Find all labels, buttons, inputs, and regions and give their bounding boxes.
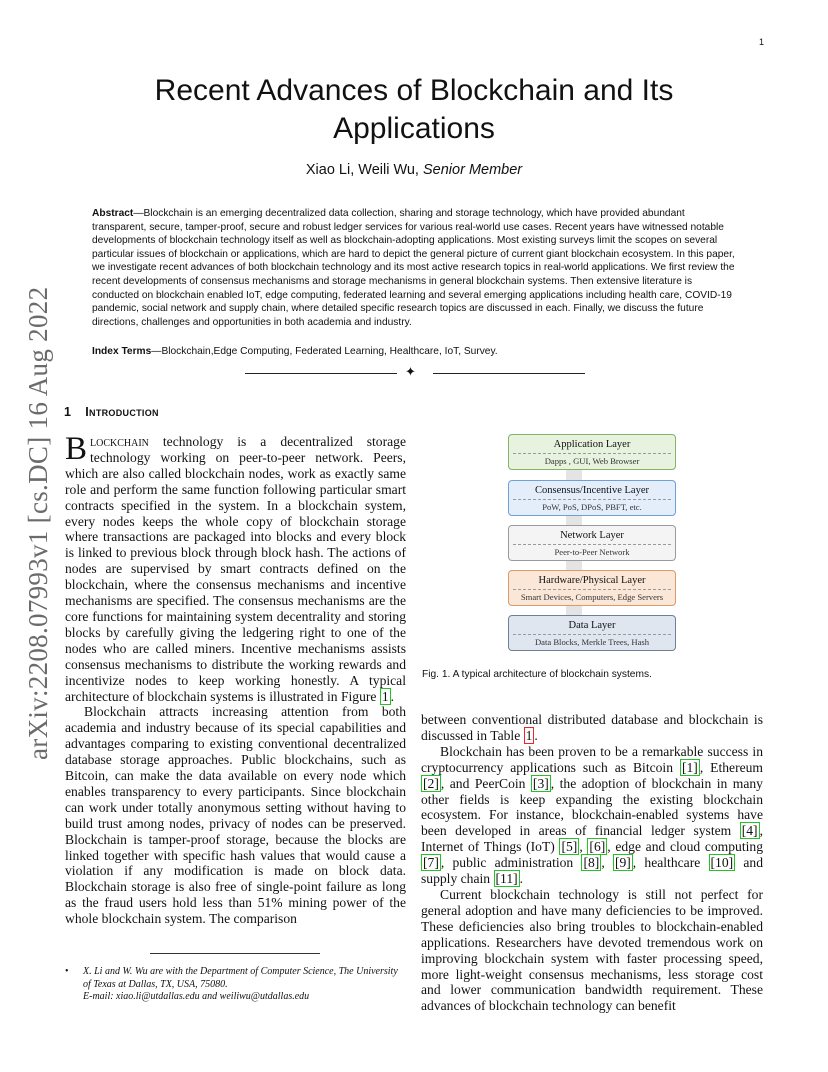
citation-link-7[interactable]: [7] bbox=[423, 855, 439, 871]
right-text-1i: , bbox=[601, 855, 613, 871]
citation-link-1[interactable]: [1] bbox=[681, 759, 698, 775]
right-text-1g: , edge and cloud computing bbox=[607, 839, 763, 855]
intro-paragraph-2: Blockchain attracts increasing attention from both academia and industry because of its special capabilities and advantages comparing to existing conventional decentralized database storage approaches. Public blockchains, such as Bitcoin, can make the data available on every node which enables transparency to every participants. Since blockchain can work under totally anonymous setting without having to build trust among nodes, privacy of nodes can be preserved. Blockchain is tamper-proof storage, because the blocks are linked together with specific hash values that would cause a violation if any modification is made on block data. Blockchain storage is also free of single-point failure as long as the fraud users hold less than 51% mining power of the whole blockchain system. The comparison bbox=[65, 704, 406, 927]
arxiv-sidebar-stamp: arXiv:2208.07993v1 [cs.DC] 16 Aug 2022 bbox=[23, 286, 53, 760]
intro-text-1-end: . bbox=[390, 688, 395, 704]
paper-authors bbox=[100, 162, 728, 178]
abstract bbox=[92, 207, 735, 329]
citation-link-6[interactable]: [6] bbox=[589, 839, 606, 855]
layer-box bbox=[508, 615, 676, 651]
paper-title: Recent Advances of Blockchain and Its Applications bbox=[154, 74, 674, 145]
table-link[interactable]: 1 bbox=[525, 727, 533, 743]
abstract-text: —Blockchain is an emerging decentralized data collection, sharing and storage technology, which have provided abundant transparent, secure, tamper-proof, secure and robust ledger services for various real-world use cases. Recent years have witnessed notable developments of blockchain technology itself as well as blockchain-adopting applications. Most existing surveys limit the scopes on several particular issues of blockchain or applications, which are hard to depict the general picture of current giant blockchain ecosystem. In this paper, we investigate recent advances of both blockchain technology and its most active research topics in real-world applications. We first review the recent developments of consensus mechanisms and storage mechanisms in general blockchain systems. Then extensive literature is conducted on blockchain enabled IoT, edge computing, federated learning and several emerging applications including health care, COVID-19 pandemic, social network and supply chain, where detailed specific research topics are discussed in each. Finally, we discuss the future directions, challenges and opportunities in both academia and industry. bbox=[92, 208, 735, 328]
right-text-1d: , the adoption of blockchain in many other fields is keep expanding the existing blockchain ecosystem. For instance, blockchain-enabled systems have been developed in areas of financial ledger system bbox=[421, 775, 763, 839]
layer-box bbox=[508, 525, 676, 561]
footnote bbox=[65, 966, 407, 1004]
right-text-1a: Blockchain has been proven to be a remarkable success in cryptocurrency applications such as Bitcoin bbox=[421, 743, 763, 775]
layer-subtitle: Peer-to-Peer Network bbox=[554, 547, 630, 557]
right-text-1h: , public administration bbox=[440, 855, 582, 871]
figure-link[interactable]: 1 bbox=[381, 688, 389, 704]
citation-link-8[interactable]: [8] bbox=[583, 855, 600, 871]
citation-link-11[interactable]: [11] bbox=[495, 871, 518, 887]
layer-divider bbox=[513, 589, 671, 590]
separator-line-right bbox=[433, 373, 585, 374]
citation-link-3[interactable]: [3] bbox=[532, 775, 549, 791]
index-terms-label: Index Terms bbox=[92, 346, 152, 357]
layer-subtitle: Data Blocks, Merkle Trees, Hash bbox=[534, 637, 650, 647]
layer-title: Network Layer bbox=[560, 530, 624, 541]
right-text-1b: , Ethereum bbox=[699, 759, 763, 775]
right-text-1e: , Internet of Things (IoT) bbox=[421, 823, 763, 855]
citation-link-4[interactable]: [4] bbox=[741, 823, 758, 839]
right-text-1k: and supply chain bbox=[421, 855, 764, 887]
figure-caption: Fig. 1. A typical architecture of blockchain systems. bbox=[422, 669, 652, 680]
citation-link-2[interactable]: [2] bbox=[423, 775, 439, 791]
index-terms bbox=[92, 346, 735, 357]
layer-box bbox=[508, 570, 676, 606]
right-text-1f: , bbox=[579, 839, 588, 855]
section-number: 1 bbox=[64, 405, 72, 419]
right-paragraph-2: Current blockchain technology is still not perfect for general adoption and have many deficiencies to be improved. These deficiencies also bring troubles to blockchain-enabled applications. Researchers have devoted tremendous work on improving blockchain system with faster processing speed, more light-weight consensus mechanisms, less storage cost and lower communication bandwidth requirement. These advances of blockchain technology can benefit bbox=[421, 886, 763, 1014]
citation-link-9[interactable]: [9] bbox=[614, 855, 631, 871]
right-text-1j: , healthcare bbox=[632, 855, 709, 871]
footnote-rule bbox=[150, 953, 320, 954]
section-title: Introduction bbox=[85, 405, 159, 419]
right-column-text bbox=[421, 712, 763, 1014]
layer-title: Consensus/Incentive Layer bbox=[534, 485, 649, 496]
layer-subtitle: PoW, PoS, DPoS, PBFT, etc. bbox=[542, 502, 642, 512]
right-text-1l: . bbox=[519, 871, 524, 887]
citation-link-5[interactable]: [5] bbox=[561, 839, 578, 855]
layer-subtitle: Smart Devices, Computers, Edge Servers bbox=[520, 592, 664, 602]
layer-divider bbox=[513, 544, 671, 545]
footnote-affiliation: X. Li and W. Wu are with the Department of Computer Science, The University of Texas at Dallas, TX, USA, 75080. bbox=[83, 966, 398, 990]
citation-link-10[interactable]: [10] bbox=[710, 855, 734, 871]
footnote-bullet: • bbox=[65, 966, 69, 977]
index-terms-text: —Blockchain,Edge Computing, Federated Learning, Healthcare, IoT, Survey. bbox=[151, 346, 498, 357]
separator-star-icon: ✦ bbox=[405, 364, 416, 379]
footnote-email: E-mail: xiao.li@utdallas.edu and weiliwu@utdallas.edu bbox=[83, 991, 310, 1002]
abstract-label: Abstract bbox=[92, 208, 134, 219]
intro-text-1: technology is a decentralized storage technology working on peer-to-peer network. Peers, which are also called blockchain nodes, work as exactly same role and perform the same function following particular smart contracts specified in the system. In a blockchain system, every nodes keeps the whole copy of blockchain storage where transactions are packaged into blocks and every block is linked to previous block through block hash. The actions of nodes are supervised by smart contracts defined on the blockchain, where the consensus mechanisms and incentive mechanisms are specified. The consensus mechanisms are the core functions for maintaining system decentrality and storing blocks by carefully giving the ledgering right to one of the nodes who are called miners. Incentive mechanisms assists consensus mechanisms to distribute the working rewards and incentivize nodes to keep working honestly. A typical architecture of blockchain systems is illustrated in Figure bbox=[65, 434, 406, 704]
page-number: 1 bbox=[758, 37, 764, 47]
right-text-0a: between conventional distributed database and blockchain is discussed in Table bbox=[421, 712, 763, 743]
layer-box bbox=[508, 434, 676, 470]
right-paragraph-0 bbox=[421, 712, 763, 744]
intro-smallcaps: lockchain bbox=[90, 434, 149, 449]
layer-title: Data Layer bbox=[568, 620, 616, 631]
drop-cap: B bbox=[65, 431, 88, 467]
layer-title: Hardware/Physical Layer bbox=[538, 575, 646, 586]
author-role: Senior Member bbox=[423, 162, 523, 178]
architecture-figure bbox=[500, 430, 690, 658]
section-heading bbox=[64, 405, 159, 419]
right-paragraph-1 bbox=[421, 744, 763, 887]
intro-paragraph-1 bbox=[65, 431, 406, 704]
separator-line-left bbox=[245, 373, 397, 374]
right-text-0b: . bbox=[534, 727, 538, 743]
right-text-1c: , and PeerCoin bbox=[440, 775, 531, 791]
author-names: Xiao Li, Weili Wu, bbox=[305, 162, 419, 178]
layer-box bbox=[508, 480, 676, 516]
layer-subtitle: Dapps , GUI, Web Browser bbox=[544, 456, 640, 466]
section-separator bbox=[245, 366, 585, 380]
layer-title: Application Layer bbox=[553, 439, 631, 450]
layer-divider bbox=[513, 499, 671, 500]
layer-divider bbox=[513, 453, 671, 454]
layer-divider bbox=[513, 634, 671, 635]
left-column-text bbox=[65, 431, 406, 927]
